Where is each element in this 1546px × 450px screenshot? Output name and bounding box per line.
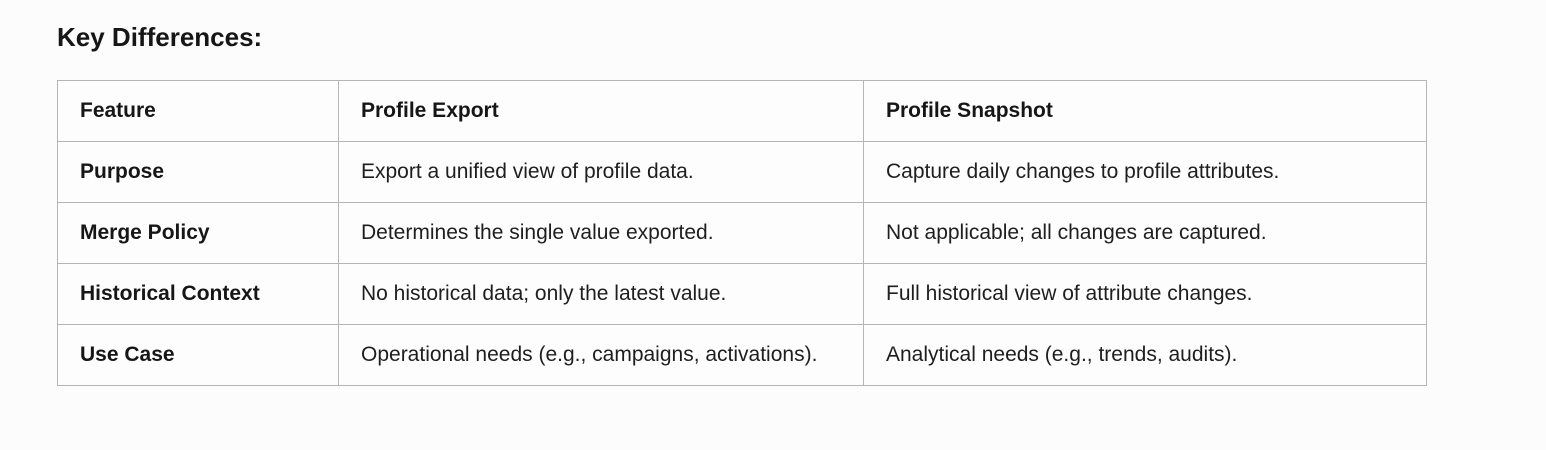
column-header-feature: Feature <box>58 81 339 142</box>
cell-merge-policy-feature: Merge Policy <box>58 203 339 264</box>
table-row-use-case <box>58 325 1427 386</box>
cell-purpose-feature: Purpose <box>58 142 339 203</box>
cell-purpose-snapshot: Capture daily changes to profile attributes. <box>864 142 1427 203</box>
cell-purpose-export: Export a unified view of profile data. <box>339 142 864 203</box>
cell-use-case-export: Operational needs (e.g., campaigns, activations). <box>339 325 864 386</box>
cell-historical-context-feature: Historical Context <box>58 264 339 325</box>
cell-use-case-feature: Use Case <box>58 325 339 386</box>
table-row-purpose <box>58 142 1427 203</box>
cell-merge-policy-export: Determines the single value exported. <box>339 203 864 264</box>
cell-merge-policy-snapshot: Not applicable; all changes are captured. <box>864 203 1427 264</box>
page-title: Key Differences: <box>57 22 263 52</box>
table-row-merge-policy <box>58 203 1427 264</box>
cell-use-case-snapshot: Analytical needs (e.g., trends, audits). <box>864 325 1427 386</box>
table-header-row <box>58 81 1427 142</box>
column-header-profile-export: Profile Export <box>339 81 864 142</box>
column-header-profile-snapshot: Profile Snapshot <box>864 81 1427 142</box>
table-row-historical-context <box>58 264 1427 325</box>
cell-historical-context-export: No historical data; only the latest value. <box>339 264 864 325</box>
key-differences-table <box>57 80 1427 386</box>
cell-historical-context-snapshot: Full historical view of attribute changes. <box>864 264 1427 325</box>
